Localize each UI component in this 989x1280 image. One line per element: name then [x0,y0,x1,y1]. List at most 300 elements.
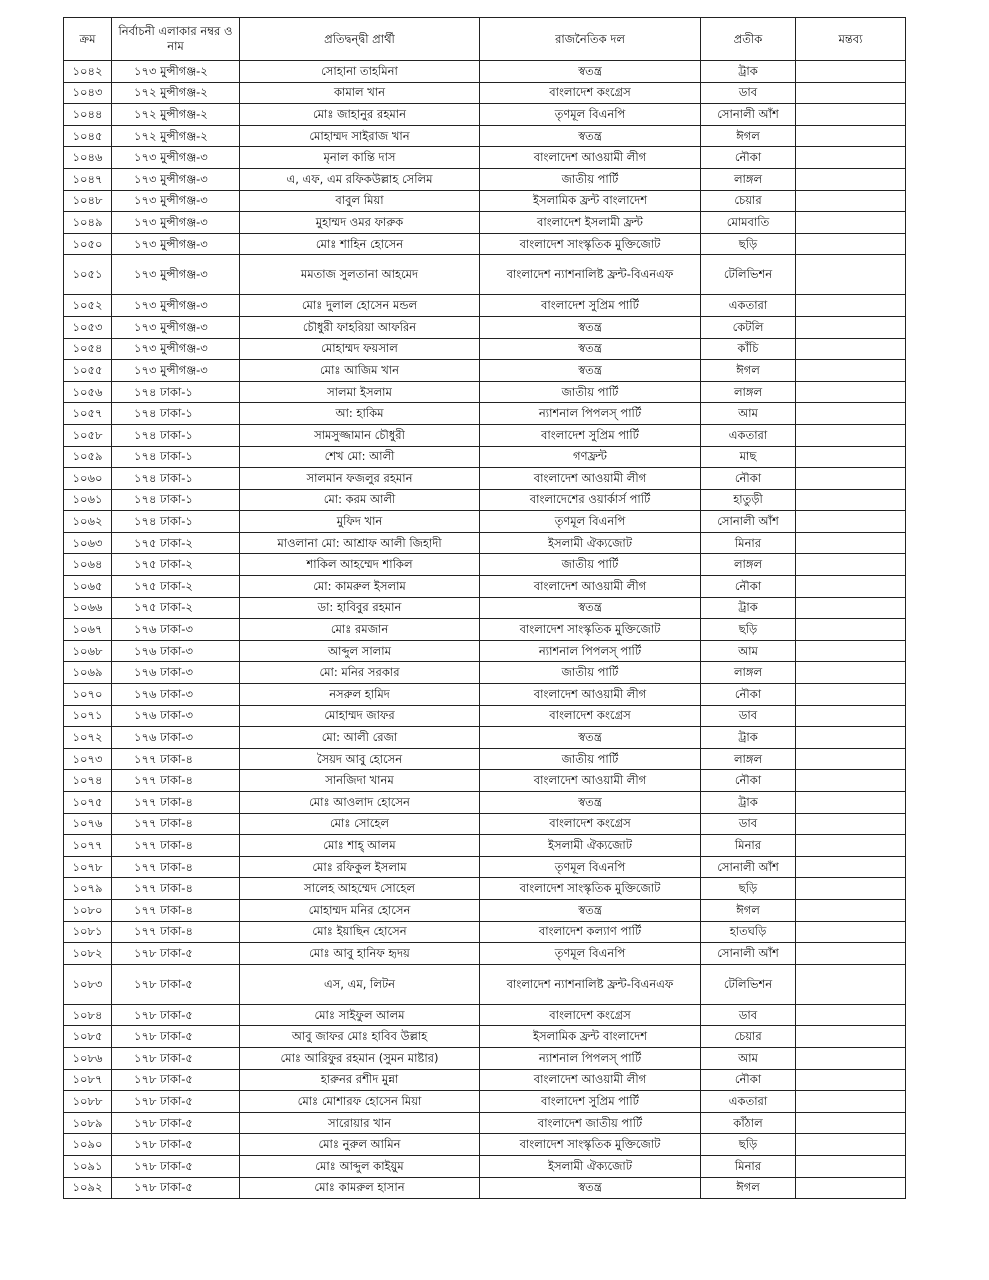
remarks-cell [796,212,906,234]
symbol-cell: কাঁচি [701,338,796,360]
constituency-cell: ১৭৮ ঢাকা-৫ [112,1112,240,1134]
party-cell: বাংলাদেশ সাংস্কৃতিক মুক্তিজোট [480,1134,701,1156]
serial-cell: ১০৮২ [64,943,112,965]
candidate-name-cell: এস, এম, লিটন [240,964,480,1004]
party-cell: বাংলাদেশ কংগ্রেস [480,1004,701,1026]
constituency-cell: ১৭৫ ঢাকা-২ [112,597,240,619]
table-row [64,921,906,943]
remarks-cell [796,964,906,1004]
candidate-name-cell: মোহাম্মদ মনির হোসেন [240,899,480,921]
serial-cell: ১০৯১ [64,1155,112,1177]
symbol-cell: আম [701,1047,796,1069]
candidate-name-cell: মোঃ আওলাদ হোসেন [240,792,480,814]
constituency-cell: ১৭২ মুন্সীগঞ্জ-২ [112,82,240,104]
table-row [64,1091,906,1113]
candidate-name-cell: মোঃ কামরুল হাসান [240,1177,480,1199]
constituency-cell: ১৭২ মুন্সীগঞ্জ-২ [112,125,240,147]
serial-cell: ১০৮৩ [64,964,112,1004]
table-row [64,964,906,1004]
remarks-cell [796,532,906,554]
party-cell: বাংলাদেশ সুপ্রিম পার্টি [480,295,701,317]
table-row [64,835,906,857]
symbol-cell: সোনালী আঁশ [701,943,796,965]
candidate-name-cell: মো: আলী রেজা [240,727,480,749]
symbol-cell: চেয়ার [701,190,796,212]
serial-cell: ১০৮৬ [64,1047,112,1069]
symbol-cell: হাতুড়ী [701,489,796,511]
party-cell: স্বতন্ত্র [480,1177,701,1199]
symbol-cell: লাঙ্গল [701,554,796,576]
constituency-cell: ১৭৭ ঢাকা-৪ [112,921,240,943]
header-symbol: প্রতীক [701,18,796,61]
serial-cell: ১০৬৩ [64,532,112,554]
remarks-cell [796,316,906,338]
remarks-cell [796,727,906,749]
candidate-name-cell: মোঃ আবু হানিফ হৃদয় [240,943,480,965]
table-row [64,212,906,234]
symbol-cell: মোমবাতি [701,212,796,234]
constituency-cell: ১৭৩ মুন্সীগঞ্জ-৩ [112,168,240,190]
candidate-name-cell: আবু জাফর মোঃ হাবিব উল্লাহ [240,1026,480,1048]
candidate-name-cell: মাওলানা মো: আশ্রাফ আলী জিহাদী [240,532,480,554]
candidate-name-cell: মোঃ মোশারফ হোসেন মিয়া [240,1091,480,1113]
constituency-cell: ১৭৭ ঢাকা-৪ [112,770,240,792]
constituency-cell: ১৭৭ ঢাকা-৪ [112,748,240,770]
party-cell: ইসলামিক ফ্রন্ট বাংলাদেশ [480,190,701,212]
candidate-name-cell: মোঃ রফিকুল ইসলাম [240,856,480,878]
remarks-cell [796,125,906,147]
symbol-cell: ঈগল [701,125,796,147]
table-row [64,104,906,126]
remarks-cell [796,168,906,190]
remarks-cell [796,61,906,83]
party-cell: বাংলাদেশ আওয়ামী লীগ [480,468,701,490]
party-cell: স্বতন্ত্র [480,360,701,382]
remarks-cell [796,1004,906,1026]
party-cell: তৃণমূল বিএনপি [480,856,701,878]
serial-cell: ১০৭৯ [64,878,112,900]
symbol-cell: সোনালী আঁশ [701,511,796,533]
table-row [64,511,906,533]
symbol-cell: নৌকা [701,770,796,792]
table-row [64,424,906,446]
serial-cell: ১০৭৩ [64,748,112,770]
constituency-cell: ১৭৭ ঢাকা-৪ [112,856,240,878]
serial-cell: ১০৬০ [64,468,112,490]
candidate-name-cell: মুফিদ খান [240,511,480,533]
party-cell: বাংলাদেশ সুপ্রিম পার্টি [480,424,701,446]
serial-cell: ১০৪৫ [64,125,112,147]
table-body [64,61,906,1199]
symbol-cell: কেটলি [701,316,796,338]
party-cell: বাংলাদেশ আওয়ামী লীগ [480,770,701,792]
serial-cell: ১০৫০ [64,233,112,255]
table-row [64,1112,906,1134]
table-row [64,125,906,147]
table-row [64,770,906,792]
symbol-cell: ডাব [701,82,796,104]
constituency-cell: ১৭৮ ঢাকা-৫ [112,964,240,1004]
symbol-cell: ঈগল [701,899,796,921]
serial-cell: ১০৫৯ [64,446,112,468]
remarks-cell [796,255,906,295]
serial-cell: ১০৮৯ [64,1112,112,1134]
table-row [64,403,906,425]
table-row [64,554,906,576]
table-row [64,662,906,684]
constituency-cell: ১৭৩ মুন্সীগঞ্জ-৩ [112,190,240,212]
remarks-cell [796,1091,906,1113]
constituency-cell: ১৭৭ ঢাকা-৪ [112,878,240,900]
symbol-cell: ছড়ি [701,878,796,900]
candidate-name-cell: শেখ মো: আলী [240,446,480,468]
party-cell: জাতীয় পার্টি [480,748,701,770]
constituency-cell: ১৭৩ মুন্সীগঞ্জ-৩ [112,212,240,234]
candidate-name-cell: ডা: হাবিবুর রহমান [240,597,480,619]
party-cell: বাংলাদেশ আওয়ামী লীগ [480,147,701,169]
serial-cell: ১০৫৭ [64,403,112,425]
candidate-name-cell: সালমা ইসলাম [240,381,480,403]
constituency-cell: ১৭৮ ঢাকা-৫ [112,1004,240,1026]
table-row [64,446,906,468]
party-cell: বাংলাদেশ জাতীয় পার্টি [480,1112,701,1134]
candidate-name-cell: মমতাজ সুলতানা আহমেদ [240,255,480,295]
remarks-cell [796,619,906,641]
symbol-cell: টেলিভিশন [701,964,796,1004]
serial-cell: ১০৭৮ [64,856,112,878]
candidate-name-cell: শাকিল আহম্মেদ শাকিল [240,554,480,576]
table-row [64,1155,906,1177]
constituency-cell: ১৭৮ ঢাকা-৫ [112,1026,240,1048]
constituency-cell: ১৭৩ মুন্সীগঞ্জ-৩ [112,338,240,360]
party-cell: স্বতন্ত্র [480,899,701,921]
remarks-cell [796,1177,906,1199]
serial-cell: ১০৬৫ [64,576,112,598]
serial-cell: ১০৫১ [64,255,112,295]
table-row [64,295,906,317]
party-cell: স্বতন্ত্র [480,338,701,360]
candidate-name-cell: মোঃ রমজান [240,619,480,641]
candidate-name-cell: মোঃ ইয়াছিন হোসেন [240,921,480,943]
remarks-cell [796,899,906,921]
party-cell: জাতীয় পার্টি [480,381,701,403]
table-row [64,316,906,338]
constituency-cell: ১৭৩ মুন্সীগঞ্জ-৩ [112,316,240,338]
party-cell: তৃণমূল বিএনপি [480,511,701,533]
party-cell: জাতীয় পার্টি [480,554,701,576]
table-row [64,255,906,295]
remarks-cell [796,835,906,857]
symbol-cell: একতারা [701,295,796,317]
serial-cell: ১০৫৬ [64,381,112,403]
party-cell: ইসলামী ঐক্যজোট [480,835,701,857]
remarks-cell [796,104,906,126]
party-cell: বাংলাদেশ আওয়ামী লীগ [480,576,701,598]
constituency-cell: ১৭৮ ঢাকা-৫ [112,1177,240,1199]
constituency-cell: ১৭৩ মুন্সীগঞ্জ-৩ [112,233,240,255]
table-row [64,792,906,814]
remarks-cell [796,295,906,317]
remarks-cell [796,640,906,662]
serial-cell: ১০৬১ [64,489,112,511]
remarks-cell [796,1026,906,1048]
table-row [64,1177,906,1199]
table-row [64,1069,906,1091]
symbol-cell: চেয়ার [701,1026,796,1048]
constituency-cell: ১৭৪ ঢাকা-১ [112,489,240,511]
header-party: রাজনৈতিক দল [480,18,701,61]
party-cell: তৃণমূল বিএনপি [480,943,701,965]
party-cell: স্বতন্ত্র [480,792,701,814]
serial-cell: ১০৮১ [64,921,112,943]
candidate-name-cell: নসরুল হামিদ [240,684,480,706]
candidate-name-cell: মোঃ আব্দুল কাইয়ুম [240,1155,480,1177]
party-cell: বাংলাদেশ ন্যাশনালিষ্ট ফ্রন্ট-বিএনএফ [480,255,701,295]
candidate-name-cell: বাবুল মিয়া [240,190,480,212]
serial-cell: ১০৬৮ [64,640,112,662]
candidate-name-cell: সারোয়ার খান [240,1112,480,1134]
remarks-cell [796,489,906,511]
table-row [64,468,906,490]
symbol-cell: সোনালী আঁশ [701,856,796,878]
constituency-cell: ১৭৩ মুন্সীগঞ্জ-৩ [112,295,240,317]
serial-cell: ১০৬৭ [64,619,112,641]
candidate-name-cell: মোহাম্মদ ফয়সাল [240,338,480,360]
serial-cell: ১০৬৪ [64,554,112,576]
table-row [64,82,906,104]
serial-cell: ১০৪৮ [64,190,112,212]
candidate-name-cell: মোঃ সোহেল [240,813,480,835]
constituency-cell: ১৭৪ ঢাকা-১ [112,424,240,446]
symbol-cell: লাঙ্গল [701,381,796,403]
symbol-cell: ডাব [701,1004,796,1026]
candidate-name-cell: এ, এফ, এম রফিকউল্লাহ সেলিম [240,168,480,190]
symbol-cell: ডাব [701,705,796,727]
remarks-cell [796,360,906,382]
remarks-cell [796,748,906,770]
party-cell: ন্যাশনাল পিপলস্ পার্টি [480,640,701,662]
candidate-name-cell: সোহানা তাহমিনা [240,61,480,83]
symbol-cell: লাঙ্গল [701,662,796,684]
table-row [64,727,906,749]
table-row [64,943,906,965]
constituency-cell: ১৭৩ মুন্সীগঞ্জ-৩ [112,360,240,382]
table-row [64,1047,906,1069]
remarks-cell [796,554,906,576]
candidate-name-cell: মুহাম্মদ ওমর ফারুক [240,212,480,234]
candidate-name-cell: সানজিদা খানম [240,770,480,792]
serial-cell: ১০৬২ [64,511,112,533]
candidate-name-cell: মোঃ আরিফুর রহমান (সুমন মাষ্টার) [240,1047,480,1069]
table-row [64,576,906,598]
constituency-cell: ১৭৮ ঢাকা-৫ [112,943,240,965]
candidate-name-cell: মোঃ জাহানুর রহমান [240,104,480,126]
candidate-name-cell: মোঃ সাইফুল আলম [240,1004,480,1026]
symbol-cell: একতারা [701,424,796,446]
party-cell: স্বতন্ত্র [480,125,701,147]
header-serial: ক্রম [64,18,112,61]
remarks-cell [796,424,906,446]
remarks-cell [796,705,906,727]
candidate-name-cell: চৌধুরী ফাহরিয়া আফরিন [240,316,480,338]
party-cell: স্বতন্ত্র [480,597,701,619]
party-cell: ন্যাশনাল পিপলস্ পার্টি [480,1047,701,1069]
candidate-name-cell: মোঃ নুরুল আমিন [240,1134,480,1156]
constituency-cell: ১৭৪ ঢাকা-১ [112,403,240,425]
party-cell: জাতীয় পার্টি [480,662,701,684]
candidate-name-cell: আ: হাকিম [240,403,480,425]
symbol-cell: ঈগল [701,1177,796,1199]
symbol-cell: মিনার [701,532,796,554]
candidate-name-cell: মোহাম্মদ সাইরাজ খান [240,125,480,147]
table-row [64,597,906,619]
table-row [64,1134,906,1156]
symbol-cell: মিনার [701,835,796,857]
symbol-cell: লাঙ্গল [701,168,796,190]
symbol-cell: কাঁঠাল [701,1112,796,1134]
constituency-cell: ১৭৪ ঢাকা-১ [112,511,240,533]
party-cell: বাংলাদেশ কল্যাণ পার্টি [480,921,701,943]
table-row [64,1004,906,1026]
remarks-cell [796,921,906,943]
serial-cell: ১০৭৬ [64,813,112,835]
serial-cell: ১০৪৩ [64,82,112,104]
table-row [64,684,906,706]
serial-cell: ১০৯০ [64,1134,112,1156]
party-cell: বাংলাদেশ সাংস্কৃতিক মুক্তিজোট [480,878,701,900]
serial-cell: ১০৬৯ [64,662,112,684]
symbol-cell: ছড়ি [701,1134,796,1156]
constituency-cell: ১৭৬ ঢাকা-৩ [112,662,240,684]
constituency-cell: ১৭৩ মুন্সীগঞ্জ-৩ [112,147,240,169]
constituency-cell: ১৭৮ ঢাকা-৫ [112,1069,240,1091]
remarks-cell [796,1069,906,1091]
table-row [64,532,906,554]
table-row [64,748,906,770]
table-row [64,899,906,921]
candidate-table [63,17,906,1199]
candidate-name-cell: মো: মনির সরকার [240,662,480,684]
constituency-cell: ১৭৬ ঢাকা-৩ [112,619,240,641]
constituency-cell: ১৭৭ ঢাকা-৪ [112,835,240,857]
candidate-name-cell: আব্দুল সালাম [240,640,480,662]
remarks-cell [796,943,906,965]
header-candidate: প্রতিদ্বন্দ্বী প্রার্থী [240,18,480,61]
remarks-cell [796,190,906,212]
remarks-cell [796,878,906,900]
symbol-cell: নৌকা [701,1069,796,1091]
candidate-name-cell: সালেহ আহম্মেদ সোহেল [240,878,480,900]
constituency-cell: ১৭৮ ঢাকা-৫ [112,1134,240,1156]
party-cell: বাংলাদেশ ইসলামী ফ্রন্ট [480,212,701,234]
remarks-cell [796,147,906,169]
party-cell: ন্যাশনাল পিপলস্ পার্টি [480,403,701,425]
symbol-cell: নৌকা [701,468,796,490]
symbol-cell: মিনার [701,1155,796,1177]
constituency-cell: ১৭৬ ঢাকা-৩ [112,684,240,706]
remarks-cell [796,82,906,104]
party-cell: স্বতন্ত্র [480,61,701,83]
candidate-name-cell: সামসুজ্জামান চৌধুরী [240,424,480,446]
constituency-cell: ১৭৪ ঢাকা-১ [112,468,240,490]
remarks-cell [796,662,906,684]
serial-cell: ১০৮০ [64,899,112,921]
constituency-cell: ১৭৫ ঢাকা-২ [112,554,240,576]
party-cell: ইসলামী ঐক্যজোট [480,532,701,554]
remarks-cell [796,684,906,706]
symbol-cell: হাতঘড়ি [701,921,796,943]
remarks-cell [796,403,906,425]
serial-cell: ১০৭১ [64,705,112,727]
symbol-cell: নৌকা [701,684,796,706]
table-row [64,1026,906,1048]
symbol-cell: লাঙ্গল [701,748,796,770]
candidate-name-cell: হারুনর রশীদ মুন্না [240,1069,480,1091]
candidate-name-cell: মৃনাল কান্তি দাস [240,147,480,169]
symbol-cell: আম [701,640,796,662]
candidate-name-cell: সৈয়দ আবু হোসেন [240,748,480,770]
serial-cell: ১০৮৫ [64,1026,112,1048]
constituency-cell: ১৭৮ ঢাকা-৫ [112,1091,240,1113]
serial-cell: ১০৪২ [64,61,112,83]
serial-cell: ১০৪৯ [64,212,112,234]
remarks-cell [796,511,906,533]
symbol-cell: আম [701,403,796,425]
constituency-cell: ১৭৬ ঢাকা-৩ [112,640,240,662]
serial-cell: ১০৭৫ [64,792,112,814]
serial-cell: ১০৯২ [64,1177,112,1199]
party-cell: বাংলাদেশের ওয়ার্কার্স পার্টি [480,489,701,511]
symbol-cell: ট্রাক [701,792,796,814]
table-row [64,190,906,212]
remarks-cell [796,1047,906,1069]
constituency-cell: ১৭৫ ঢাকা-২ [112,532,240,554]
remarks-cell [796,856,906,878]
remarks-cell [796,770,906,792]
symbol-cell: ট্রাক [701,597,796,619]
serial-cell: ১০৫৮ [64,424,112,446]
table-row [64,619,906,641]
constituency-cell: ১৭৪ ঢাকা-১ [112,381,240,403]
table-row [64,147,906,169]
remarks-cell [796,446,906,468]
candidate-name-cell: মোহাম্মদ জাফর [240,705,480,727]
serial-cell: ১০৫৩ [64,316,112,338]
party-cell: বাংলাদেশ সুপ্রিম পার্টি [480,1091,701,1113]
table-row [64,489,906,511]
party-cell: বাংলাদেশ কংগ্রেস [480,82,701,104]
party-cell: বাংলাদেশ কংগ্রেস [480,813,701,835]
symbol-cell: ট্রাক [701,61,796,83]
party-cell: স্বতন্ত্র [480,727,701,749]
party-cell: বাংলাদেশ সাংস্কৃতিক মুক্তিজোট [480,233,701,255]
party-cell: গণফ্রন্ট [480,446,701,468]
remarks-cell [796,813,906,835]
serial-cell: ১০৫২ [64,295,112,317]
serial-cell: ১০৫৫ [64,360,112,382]
symbol-cell: টেলিভিশন [701,255,796,295]
constituency-cell: ১৭৩ মুন্সীগঞ্জ-২ [112,61,240,83]
symbol-cell: সোনালী আঁশ [701,104,796,126]
party-cell: বাংলাদেশ আওয়ামী লীগ [480,684,701,706]
candidate-name-cell: সালমান ফজলুর রহমান [240,468,480,490]
candidate-name-cell: মোঃ শাহিন হোসেন [240,233,480,255]
symbol-cell: ঈগল [701,360,796,382]
remarks-cell [796,1134,906,1156]
party-cell: স্বতন্ত্র [480,316,701,338]
constituency-cell: ১৭৭ ঢাকা-৪ [112,813,240,835]
constituency-cell: ১৭৭ ঢাকা-৪ [112,899,240,921]
